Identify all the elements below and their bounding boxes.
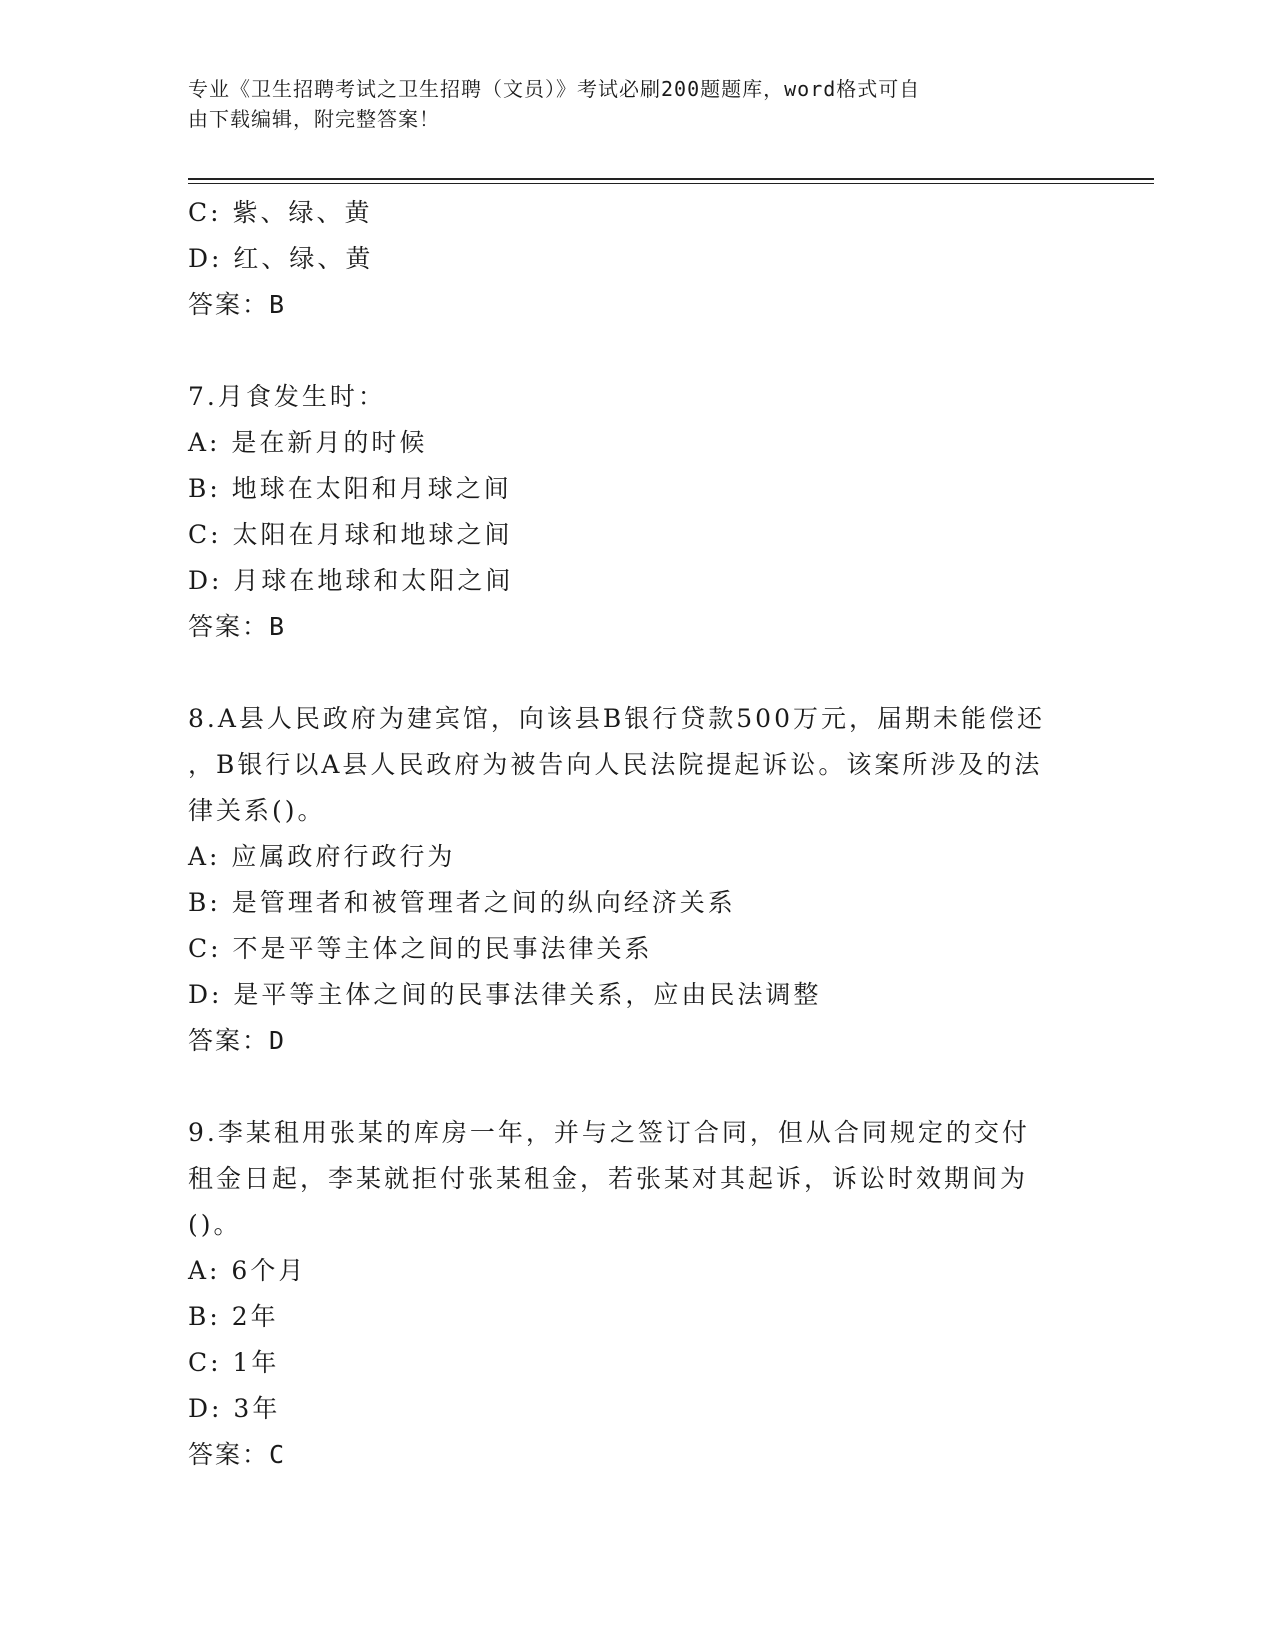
spacer xyxy=(188,328,1088,374)
question-8 xyxy=(188,696,1088,1064)
option-d: D: 3年 xyxy=(188,1394,281,1423)
option-c: C: 太阳在月球和地球之间 xyxy=(188,520,513,549)
answer-line: 答案：B xyxy=(188,290,287,319)
answer-line: 答案：B xyxy=(188,612,287,641)
question-stem-line-2: 租金日起，李某就拒付张某租金，若张某对其起诉，诉讼时效期间为 xyxy=(188,1164,1029,1193)
question-stem: 7.月食发生时： xyxy=(188,382,386,411)
option-b: B: 是管理者和被管理者之间的纵向经济关系 xyxy=(188,888,736,917)
option-b: B: 2年 xyxy=(188,1302,279,1331)
option-c: C: 1年 xyxy=(188,1348,280,1377)
option-c: C: 紫、绿、黄 xyxy=(188,198,373,227)
question-stem-line-2: ，B银行以A县人民政府为被告向人民法院提起诉讼。该案所涉及的法 xyxy=(188,750,1043,779)
answer-line: 答案：C xyxy=(188,1440,287,1469)
question-stem-line-3: 律关系()。 xyxy=(188,796,326,825)
option-a: A: 6个月 xyxy=(188,1256,307,1285)
spacer xyxy=(188,1064,1088,1110)
question-stem-line-1: 8.A县人民政府为建宾馆，向该县B银行贷款500万元，届期未能偿还 xyxy=(188,704,1045,733)
question-stem-line-1: 9.李某租用张某的库房一年，并与之签订合同，但从合同规定的交付 xyxy=(188,1118,1030,1147)
page-header xyxy=(188,74,1068,134)
question-list xyxy=(188,190,1088,1478)
option-d: D: 是平等主体之间的民事法律关系，应由民法调整 xyxy=(188,980,822,1009)
option-d: D: 月球在地球和太阳之间 xyxy=(188,566,514,595)
option-c: C: 不是平等主体之间的民事法律关系 xyxy=(188,934,653,963)
option-b: B: 地球在太阳和月球之间 xyxy=(188,474,512,503)
option-a: A: 是在新月的时候 xyxy=(188,428,428,457)
answer-line: 答案：D xyxy=(188,1026,287,1055)
header-line-2: 由下载编辑，附完整答案！ xyxy=(188,107,440,131)
question-9 xyxy=(188,1110,1088,1478)
option-a: A: 应属政府行政行为 xyxy=(188,842,456,871)
question-7 xyxy=(188,374,1088,650)
question-6 xyxy=(188,190,1088,328)
spacer xyxy=(188,650,1088,696)
question-stem-line-3: ()。 xyxy=(188,1210,242,1239)
option-d: D: 红、绿、黄 xyxy=(188,244,374,273)
header-rule-thin xyxy=(188,183,1154,184)
header-rule-thick xyxy=(188,178,1154,180)
header-line-1: 专业《卫生招聘考试之卫生招聘（文员）》考试必刷200题题库，word格式可自 xyxy=(188,77,921,101)
